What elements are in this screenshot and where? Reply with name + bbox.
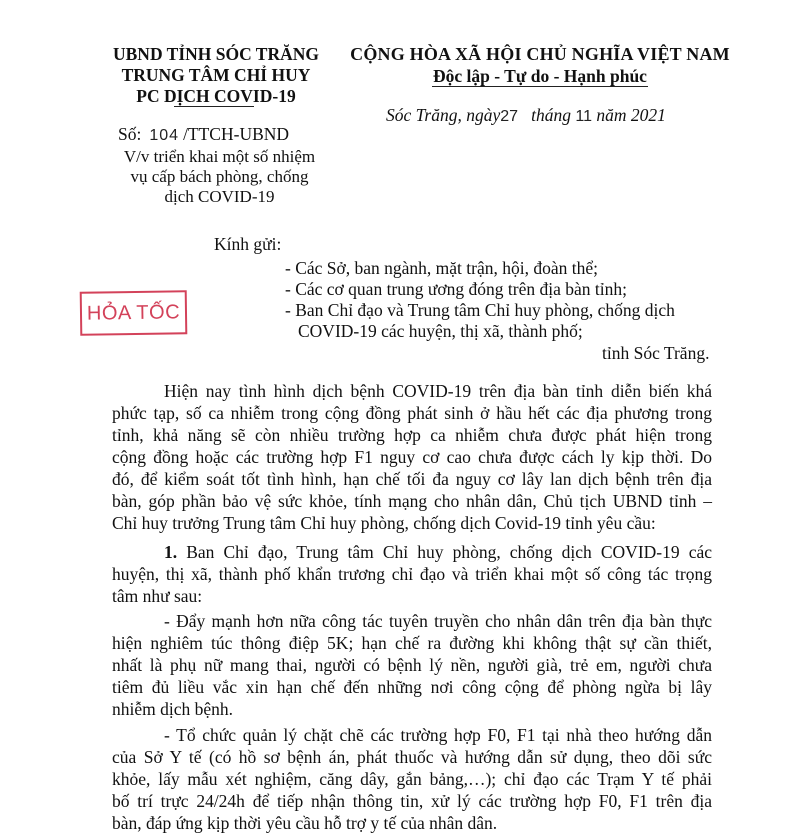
date-year: năm 2021 [596,105,666,125]
intro-line: đó, để kiểm soát tốt tình hình, hạn chế tối đa nguy cơ lây lan dịch bệnh trên địa [112,469,712,489]
kinh-gui-label: Kính gửi: [214,234,282,254]
intro-paragraph [112,380,712,534]
bullet-1-line: nhiễm dịch bệnh. [112,699,234,719]
bullet-1-line: tiêm đủ liều vắc xin hạn chế đến những nơi công cộng để phòng ngừa bị lây [112,677,712,697]
intro-line: tỉnh, khả năng sẽ còn nhiều trường hợp ca nhiễm chưa được phát hiện trong [112,425,712,445]
recipient-2: - Các cơ quan trung ương đóng trên địa bàn tỉnh; [285,279,627,299]
bullet-1-line: hiện nghiêm túc thông điệp 5K; hạn chế ra đường khi không thật sự cần thiết, [112,633,712,653]
recipient-3-cont: COVID-19 các huyện, thị xã, thành phố; [298,321,583,341]
issuer-line-1: UBND TỈNH SÓC TRĂNG [113,44,319,64]
intro-line: Chỉ huy trưởng Trung tâm Chỉ huy phòng, chống dịch Covid-19 tỉnh yêu cầu: [112,513,656,533]
issuer-line-3: PC DỊCH COVID-19 [136,86,296,106]
bullet-1 [112,610,712,720]
date-month: 11 [575,108,593,125]
bullet-2-line: khỏe, lấy mẫu xét nghiệm, căng dây, gắn bảng,…); chỉ đạo các Trạm Y tế phải [112,769,712,789]
recipient-3: - Ban Chỉ đạo và Trung tâm Chỉ huy phòng, chống dịch [285,300,675,320]
issuer-block [96,44,336,107]
section-1-line [112,541,712,563]
national-header [345,44,735,87]
subject-line-3: dịch COVID-19 [164,187,275,206]
date-prefix: Sóc Trăng, ngày [386,105,501,125]
document-number [118,124,289,145]
intro-line: bàn, góp phần bảo vệ sức khỏe, tính mạng cho nhân dân, Chủ tịch UBND tỉnh – [112,491,712,511]
section-1 [112,541,712,607]
section-1-text: Ban Chỉ đạo, Trung tâm Chỉ huy phòng, chống dịch COVID-19 các [186,542,713,562]
subject-line-1: V/v triển khai một số nhiệm [123,147,316,166]
issuer-line-2: TRUNG TÂM CHỈ HUY [121,65,311,85]
intro-line: phức tạp, số ca nhiễm trong cộng đồng phát sinh ở hầu hết các địa phương trong [112,403,712,423]
issuer-underline [174,106,254,107]
section-1-line: tâm như sau: [112,586,203,606]
document-date [386,105,666,126]
recipient-1: - Các Sở, ban ngành, mặt trận, hội, đoàn thể; [285,258,599,278]
bullet-2-line: của Sở Y tế (có hồ sơ bệnh án, phát thuốc và hướng dẫn sử dụng, theo dõi sức [112,747,712,767]
date-month-label: tháng [531,105,572,125]
document-number-prefix: Số: [118,124,142,144]
bullet-1-line: - Đẩy mạnh hơn nữa công tác tuyên truyền cho nhân dân trên địa bàn thực [164,611,712,631]
section-1-line: huyện, thị xã, thành phố khẩn trương chỉ đạo và triển khai một số công tác trọng [112,564,712,584]
intro-line: cộng đồng hoặc các trường hợp F1 nguy cơ cao chưa được cách ly kịp thời. Do [112,447,712,467]
national-motto: Độc lập - Tự do - Hạnh phúc [433,66,647,86]
section-1-number: 1. [164,542,178,562]
bullet-2-line: - Tổ chức quản lý chặt chẽ các trường hợp F0, F1 tại nhà theo hướng dẫn [164,725,712,745]
motto-underline [432,86,648,87]
bullet-1-line: nhất là phụ nữ mang thai, người có bệnh lý nền, người già, trẻ em, người chưa [112,655,712,675]
urgent-stamp: HỎA TỐC [80,290,188,335]
document-number-suffix: /TTCH-UBND [183,124,290,144]
bullet-2-line: bố trí trực 24/24h để tiếp nhận thông tin, xử lý các trường hợp F0, F1 trên địa [112,791,712,811]
date-day: 27 [500,108,519,125]
subject-line-2: vụ cấp bách phòng, chống [130,167,309,186]
subject-block [112,147,327,207]
bullet-2-line: bàn, đáp ứng kịp thời yêu cầu hỗ trợ y tế của nhân dân. [112,813,498,833]
document-number-value: 104 [149,127,180,144]
intro-line: Hiện nay tình hình dịch bệnh COVID-19 trên địa bàn tỉnh diễn biến khá [164,381,712,401]
bullet-2 [112,724,712,834]
recipient-4: tỉnh Sóc Trăng. [602,343,710,363]
national-title: CỘNG HÒA XÃ HỘI CHỦ NGHĨA VIỆT NAM [350,44,730,64]
